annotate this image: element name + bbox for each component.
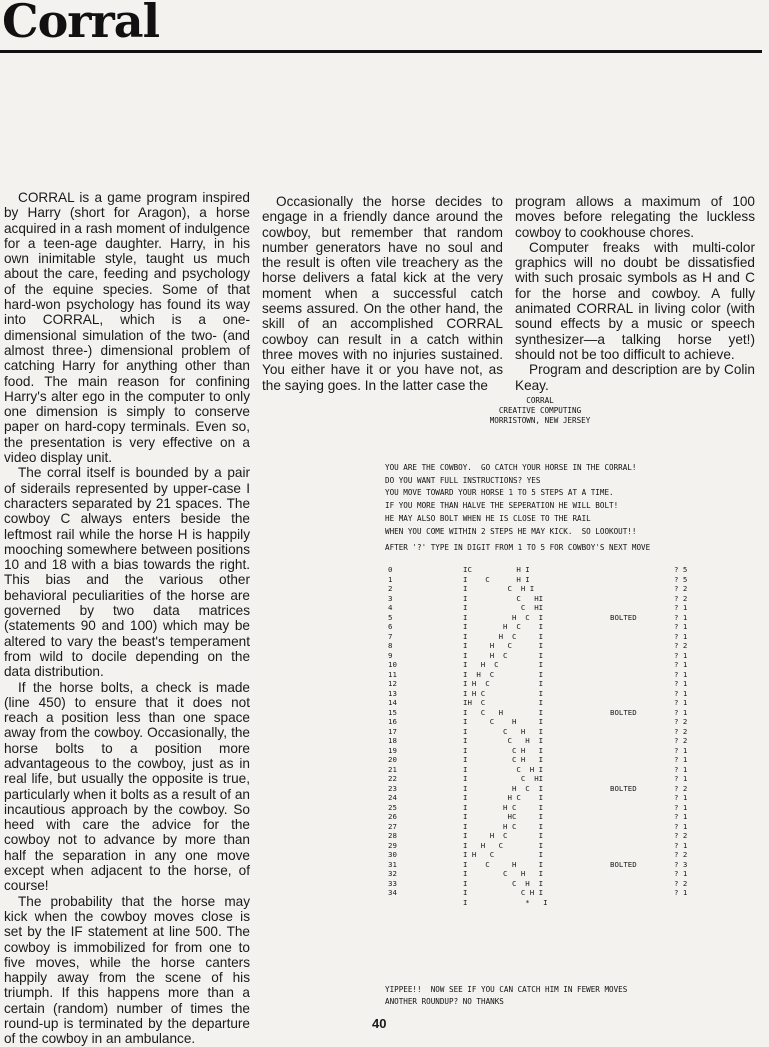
run-corral-field: I H C I — [463, 631, 544, 641]
run-move-number: 10 — [388, 660, 397, 669]
run-corral-field: I * I — [463, 897, 548, 907]
paragraph: The probability that the horse may kick when the cowboy moves close is set by the IF statement at line 500. The cowboy is immobilized for from one to five moves, while the horse canters happily away from the scene of his triumph. If this happens more than a certain (random) number of times the round-up is terminated by the departure of the cowboy in an ambulance. — [4, 893, 250, 1047]
run-move-input: ? 2 — [674, 878, 688, 888]
run-corral-field: I C H I — [463, 878, 544, 888]
run-move-input: ? 1 — [674, 631, 688, 641]
run-corral-field: I C H I — [463, 888, 544, 897]
paragraph: CORRAL is a game program inspired by Harry (short for Aragon), a horse acquired in a rash moment of indulgence for a teen-age daughter. Harry, in his own inimitable style, taught us much about the care, feeding and psychology of the equine species. Some of that hard-won psychology has found its way into CORRAL, which is a one-dimensional simulation of the two- (and almost three-) dimensional problem of catching Harry for anything other than food. The main reason for confining Harry's alter ego in the computer to only one dimension is simply to conserve paper on hard-copy terminals. Even so, the presentation is very effective on a video display unit. — [4, 190, 250, 466]
listing-header-line: MORRISTOWN, NEW JERSEY — [489, 416, 591, 425]
listing-intro — [385, 462, 636, 538]
run-move-number: 4 — [388, 603, 393, 612]
article-column-2 — [262, 194, 503, 393]
run-corral-field: I C HI — [463, 774, 544, 783]
title-rule — [0, 50, 762, 53]
run-move-number: 11 — [388, 669, 397, 679]
run-corral-field: I C H I — [463, 574, 530, 584]
run-corral-field: IH C I — [463, 698, 544, 707]
run-move-number: 0 — [388, 565, 393, 574]
run-corral-field: I H C I — [463, 802, 544, 812]
run-move-number: 17 — [388, 726, 397, 736]
listing-line: ANOTHER ROUNDUP? NO THANKS — [385, 997, 504, 1006]
run-move-number: 15 — [388, 707, 397, 717]
run-corral-field: IC H I — [463, 565, 530, 574]
run-corral-field: I C H I — [463, 869, 544, 878]
run-move-number: 16 — [388, 717, 397, 726]
run-corral-field: I H C I — [463, 793, 544, 802]
run-move-number: 24 — [388, 793, 397, 802]
run-move-input: ? 1 — [674, 821, 688, 831]
article-column-1 — [4, 190, 250, 1047]
run-move-number: 14 — [388, 698, 397, 707]
paragraph: program allows a maximum of 100 moves before relegating the luckless cowboy to cookhouse chores. — [515, 194, 755, 240]
run-move-number: 1 — [388, 574, 393, 584]
run-note: BOLTED — [610, 783, 637, 793]
run-move-number: 13 — [388, 688, 397, 698]
listing-line: YOU MOVE TOWARD YOUR HORSE 1 TO 5 STEPS AT A TIME. — [385, 488, 614, 498]
run-corral-field: I C H I — [463, 745, 544, 755]
run-corral-field: I C HI — [463, 593, 544, 603]
listing-header-line: CREATIVE COMPUTING — [498, 406, 582, 415]
run-move-input: ? 1 — [674, 840, 688, 850]
run-move-number: 18 — [388, 736, 397, 745]
paragraph: Occasionally the horse decides to engage in a friendly dance around the cowboy, but remember that random number generators have no soul and the result is often vile treachery as the horse delivers a fatal kick at the very moment when a successful catch seems assured. On the other hand, the skill of an accomplished CORRAL cowboy can result in a catch within three moves with no injuries sustained. You either have it or you have not, as the saying goes. In the latter case the — [262, 194, 503, 393]
run-move-number: 2 — [388, 584, 393, 593]
run-move-input: ? 2 — [674, 593, 688, 603]
run-move-number: 22 — [388, 774, 397, 783]
run-move-number: 30 — [388, 850, 397, 859]
run-move-input: ? 1 — [674, 679, 688, 688]
run-corral-field: I H C I — [463, 821, 544, 831]
run-move-number: 31 — [388, 859, 397, 869]
run-move-input: ? 2 — [674, 726, 688, 736]
listing-after-line: AFTER '?' TYPE IN DIGIT FROM 1 TO 5 FOR COWBOY'S NEXT MOVE — [385, 543, 651, 552]
run-note: BOLTED — [610, 612, 637, 622]
run-move-number: 7 — [388, 631, 393, 641]
listing-line: YOU ARE THE COWBOY. GO CATCH YOUR HORSE IN THE CORRAL! — [385, 463, 637, 472]
paragraph: If the horse bolts, a check is made (line 450) to ensure that it does not reach a position less than one space away from the cowboy. Occasionally, the horse bolts to a position more advantageous to the cowboy, just as in real life, but usually the opposite is true, particularly when it bolts as a result of an incautious approach by the cowboy. So heed with care the advice for the cowboy not to advance by more than half the separation in any one move except when adjacent to the horse, of course! — [4, 679, 250, 894]
run-corral-field: I C H I — [463, 859, 544, 869]
run-move-number: 28 — [388, 831, 397, 840]
run-move-input: ? 1 — [674, 802, 688, 812]
run-move-input: ? 1 — [674, 755, 688, 764]
run-move-input: ? 2 — [674, 831, 688, 840]
listing-header — [470, 396, 610, 426]
run-corral-field: I C H I — [463, 584, 535, 593]
run-move-number: 19 — [388, 745, 397, 755]
run-move-number: 20 — [388, 755, 397, 764]
run-move-number: 29 — [388, 840, 397, 850]
listing-line: DO YOU WANT FULL INSTRUCTIONS? YES — [385, 475, 541, 485]
paragraph: Computer freaks with multi-color graphics will no doubt be dissatisfied with such prosaic symbols as H and C for the horse and cowboy. A fully animated CORRAL in living color (with sound effects by a music or speech synthesizer—a talking horse yet!) should not be too difficult to achieve. — [515, 239, 755, 362]
run-move-number: 12 — [388, 679, 397, 688]
listing-line: WHEN YOU COME WITHIN 2 STEPS HE MAY KICK. SO LOOKOUT!! — [385, 526, 637, 536]
run-move-input: ? 2 — [674, 641, 688, 650]
run-move-input: ? 1 — [674, 622, 688, 631]
run-corral-field: I H C I — [463, 660, 544, 669]
run-corral-field: I H C I — [463, 612, 544, 622]
run-move-number: 32 — [388, 869, 397, 878]
run-corral-field: I H C I — [463, 669, 544, 679]
run-corral-field: I H C I — [463, 850, 544, 859]
run-move-number: 3 — [388, 593, 393, 603]
run-note: BOLTED — [610, 859, 637, 869]
run-move-input: ? 1 — [674, 774, 688, 783]
run-corral-field: I C H I — [463, 755, 544, 764]
run-move-number: 23 — [388, 783, 397, 793]
run-move-number: 9 — [388, 650, 393, 660]
run-move-input: ? 2 — [674, 783, 688, 793]
run-corral-field: I H C I — [463, 679, 544, 688]
run-corral-field: I C H I — [463, 726, 544, 736]
run-move-input: ? 1 — [674, 650, 688, 660]
run-move-number: 6 — [388, 622, 393, 631]
run-move-input: ? 1 — [674, 764, 688, 774]
run-corral-field: I H C I — [463, 840, 544, 850]
run-move-input: ? 1 — [674, 660, 688, 669]
run-move-input: ? 1 — [674, 603, 688, 612]
run-corral-field: I H C I — [463, 641, 544, 650]
run-move-input: ? 2 — [674, 717, 688, 726]
run-move-number: 34 — [388, 888, 397, 897]
run-move-input: ? 2 — [674, 584, 688, 593]
run-move-input: ? 2 — [674, 850, 688, 859]
run-move-input: ? 1 — [674, 688, 688, 698]
run-corral-field: I C H I — [463, 764, 544, 774]
run-move-number: 33 — [388, 878, 397, 888]
run-corral-field: I C H I — [463, 707, 544, 717]
run-note: BOLTED — [610, 707, 637, 717]
page-number: 40 — [372, 1016, 387, 1031]
paragraph: Program and description are by Colin Keay. — [515, 362, 755, 393]
run-move-input: ? 1 — [674, 793, 688, 802]
listing-header-line: CORRAL — [526, 396, 554, 405]
run-move-number: 27 — [388, 821, 397, 831]
paragraph: The corral itself is bounded by a pair of siderails represented by upper-case I characters separated by 21 spaces. The cowboy C always enters beside the leftmost rail while the horse H is happily mooching somewhere between positions 10 and 18 with a bias towards the right. This bias and the various other behavioral peculiarities of the horse are governed by two data matrices (statements 90 and 100) which may be altered to vary the beast's temperament from wild to docile depending on the data distribution. — [4, 465, 250, 680]
listing-line: IF YOU MORE THAN HALVE THE SEPERATION HE WILL BOLT! — [385, 501, 619, 511]
run-move-number: 21 — [388, 764, 397, 774]
run-move-input: ? 1 — [674, 869, 688, 878]
run-move-input: ? 1 — [674, 707, 688, 717]
run-move-number: 25 — [388, 802, 397, 812]
run-move-input: ? 1 — [674, 812, 688, 821]
listing-line: HE MAY ALSO BOLT WHEN HE IS CLOSE TO THE RAIL — [385, 513, 591, 523]
run-corral-field: I C HI — [463, 603, 544, 612]
run-corral-field: I C H I — [463, 717, 544, 726]
page-title: Corral — [2, 0, 160, 48]
run-move-input: ? 1 — [674, 669, 688, 679]
article-column-3 — [515, 194, 755, 393]
run-move-input: ? 1 — [674, 745, 688, 755]
listing-line: YIPPEE!! NOW SEE IF YOU CAN CATCH HIM IN FEWER MOVES — [385, 985, 628, 994]
run-move-input: ? 5 — [674, 565, 688, 574]
run-corral-field: I H C I — [463, 831, 544, 840]
run-corral-field: I H C I — [463, 783, 544, 793]
listing-ending — [385, 984, 627, 1008]
run-move-input: ? 1 — [674, 612, 688, 622]
run-move-number: 5 — [388, 612, 393, 622]
run-corral-field: I H C I — [463, 650, 544, 660]
run-move-input: ? 5 — [674, 574, 688, 584]
run-move-input: ? 1 — [674, 698, 688, 707]
run-move-input: ? 3 — [674, 859, 688, 869]
run-corral-field: I C H I — [463, 736, 544, 745]
run-move-input: ? 1 — [674, 888, 688, 897]
run-corral-field: I H C I — [463, 688, 544, 698]
run-move-input: ? 2 — [674, 736, 688, 745]
run-corral-field: I H C I — [463, 622, 544, 631]
run-move-number: 8 — [388, 641, 393, 650]
run-move-number: 26 — [388, 812, 397, 821]
run-corral-field: I HC I — [463, 812, 544, 821]
